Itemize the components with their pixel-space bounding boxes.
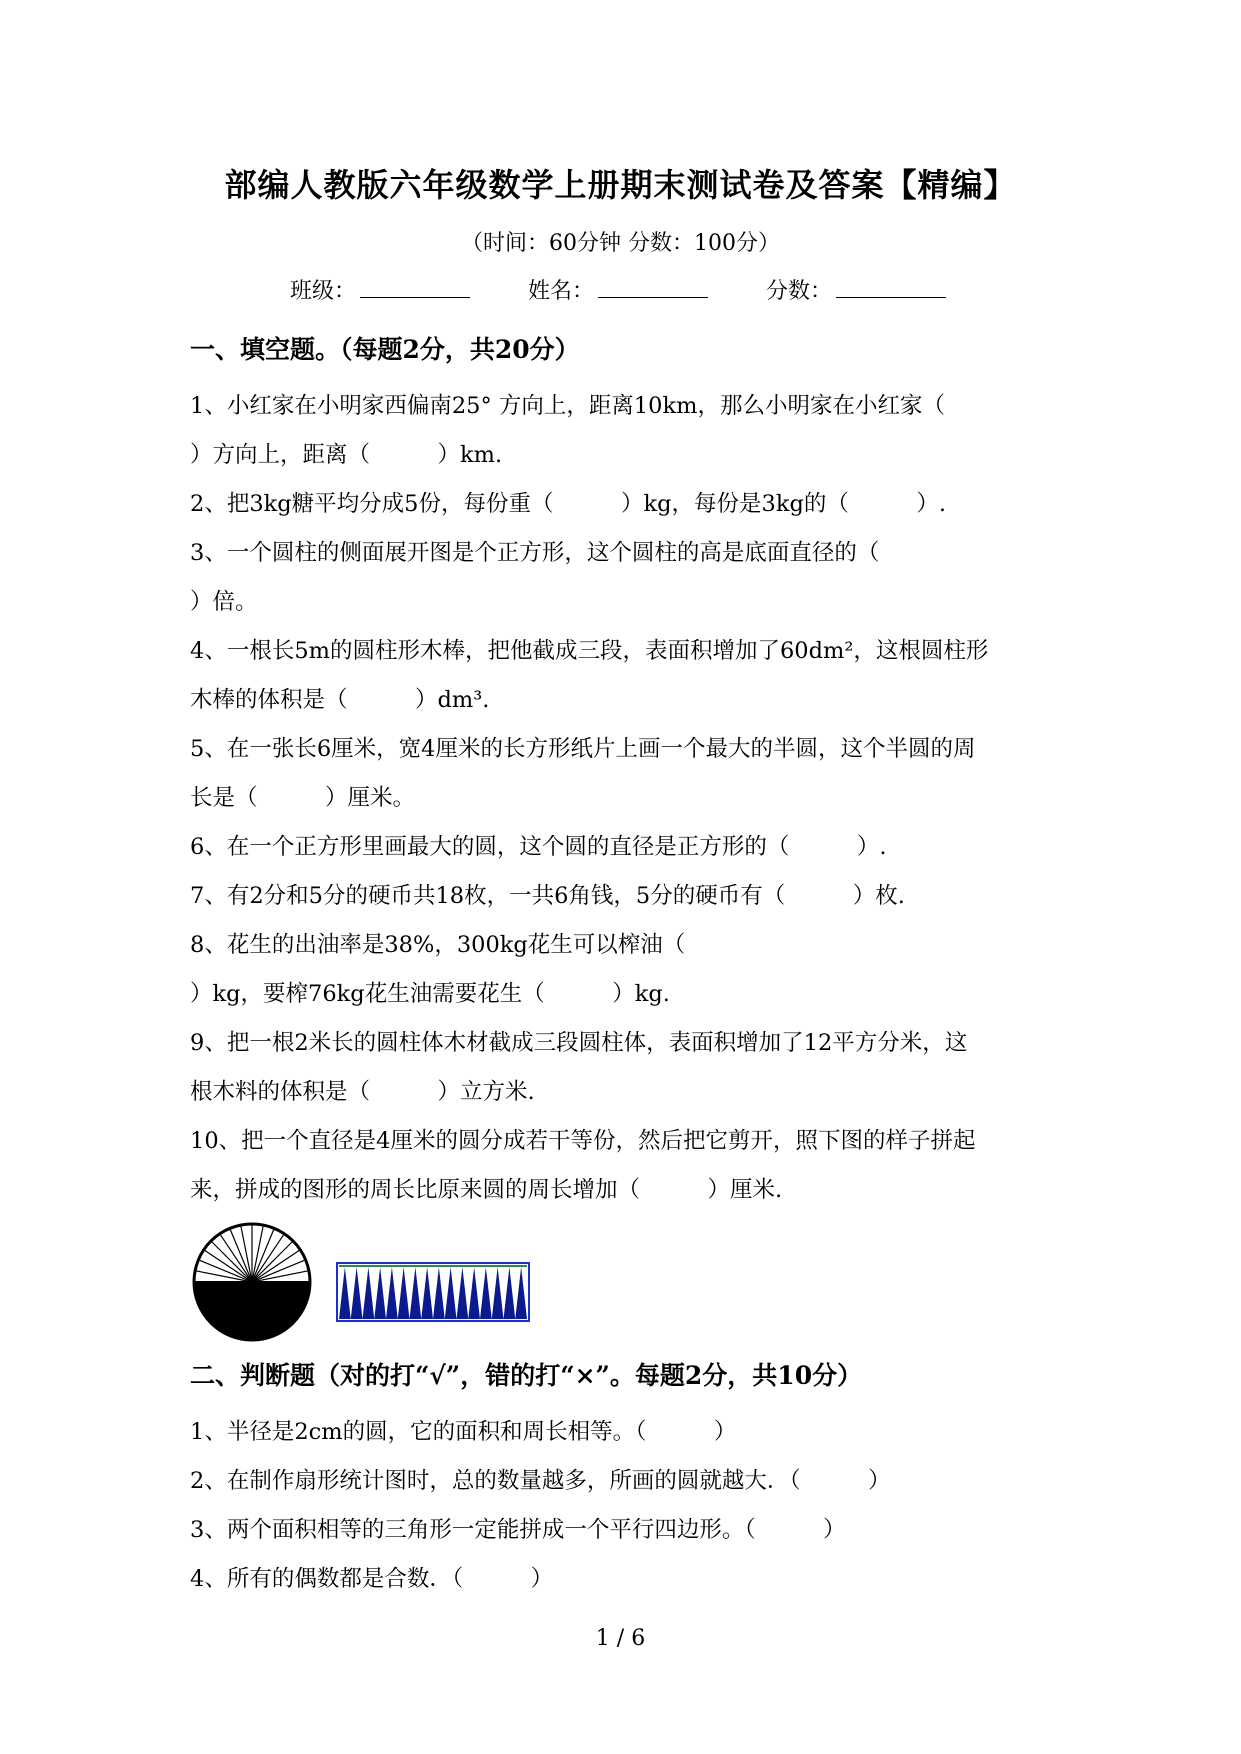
q3-line: ）倍。 xyxy=(190,589,258,615)
q3-line: 3、一个圆柱的侧面展开图是个正方形，这个圆柱的高是底面直径的（ xyxy=(190,540,880,566)
q9-line: 根木料的体积是（ ）立方米. xyxy=(190,1079,535,1105)
q4-line: 木棒的体积是（ ）dm³. xyxy=(190,687,490,713)
judge-q3: 3、两个面积相等的三角形一定能拼成一个平行四边形。（ ） xyxy=(190,1517,846,1543)
q10-line: 10、把一个直径是4厘米的圆分成若干等份，然后把它剪开，照下图的样子拼起 xyxy=(190,1128,976,1154)
judge-q4: 4、所有的偶数都是合数．（ ） xyxy=(190,1566,554,1592)
q8-line: ）kg，要榨76kg花生油需要花生（ ）kg. xyxy=(190,981,670,1007)
page-number: 1 / 6 xyxy=(595,1626,646,1651)
name-field xyxy=(528,274,708,305)
class-field xyxy=(290,274,470,305)
section2-heading: 二、判断题（对的打“√”，错的打“×”。每题2分，共10分） xyxy=(190,1361,863,1390)
q5-line: 5、在一张长6厘米，宽4厘米的长方形纸片上画一个最大的半圆，这个半圆的周 xyxy=(190,736,976,762)
score-field xyxy=(766,274,946,305)
q1-line: 1、小红家在小明家西偏南25° 方向上，距离10km，那么小明家在小红家（ xyxy=(190,393,945,419)
class-label: 班级： xyxy=(290,279,357,304)
q8-line: 8、花生的出油率是38%，300kg花生可以榨油（ xyxy=(190,932,686,958)
name-label: 姓名： xyxy=(528,279,595,304)
section1-heading: 一、填空题。（每题2分，共20分） xyxy=(190,335,580,364)
score-blank xyxy=(836,275,946,298)
page-title: 部编人教版六年级数学上册期末测试卷及答案【精编】 xyxy=(224,166,1017,204)
q1-line: ）方向上，距离（ ）km. xyxy=(190,442,503,468)
q6-line: 6、在一个正方形里画最大的圆，这个圆的直径是正方形的（ ）. xyxy=(190,834,887,860)
q2-line: 2、把3kg糖平均分成5份，每份重（ ）kg，每份是3kg的（ ）. xyxy=(190,491,947,517)
class-blank xyxy=(360,275,470,298)
q5-line: 长是（ ）厘米。 xyxy=(190,785,416,811)
rearranged-strips-figure xyxy=(336,1262,530,1322)
name-blank xyxy=(598,275,708,298)
sector-line xyxy=(252,1241,293,1282)
divided-circle-figure xyxy=(190,1220,314,1344)
q7-line: 7、有2分和5分的硬币共18枚，一共6角钱，5分的硬币有（ ）枚. xyxy=(190,883,905,909)
q4-line: 4、一根长5m的圆柱形木棒，把他截成三段，表面积增加了60dm²，这根圆柱形 xyxy=(190,638,989,664)
exam-meta: （时间：60分钟 分数：100分） xyxy=(461,231,780,256)
q9-line: 9、把一根2米长的圆柱体木材截成三段圆柱体，表面积增加了12平方分米，这 xyxy=(190,1030,968,1056)
judge-q2: 2、在制作扇形统计图时，总的数量越多，所画的圆就越大．（ ） xyxy=(190,1468,891,1494)
score-label: 分数： xyxy=(766,279,833,304)
q10-line: 来，拼成的图形的周长比原来圆的周长增加（ ）厘米. xyxy=(190,1177,783,1203)
judge-q1: 1、半径是2cm的圆，它的面积和周长相等。（ ） xyxy=(190,1419,737,1445)
sector-line xyxy=(211,1241,252,1282)
